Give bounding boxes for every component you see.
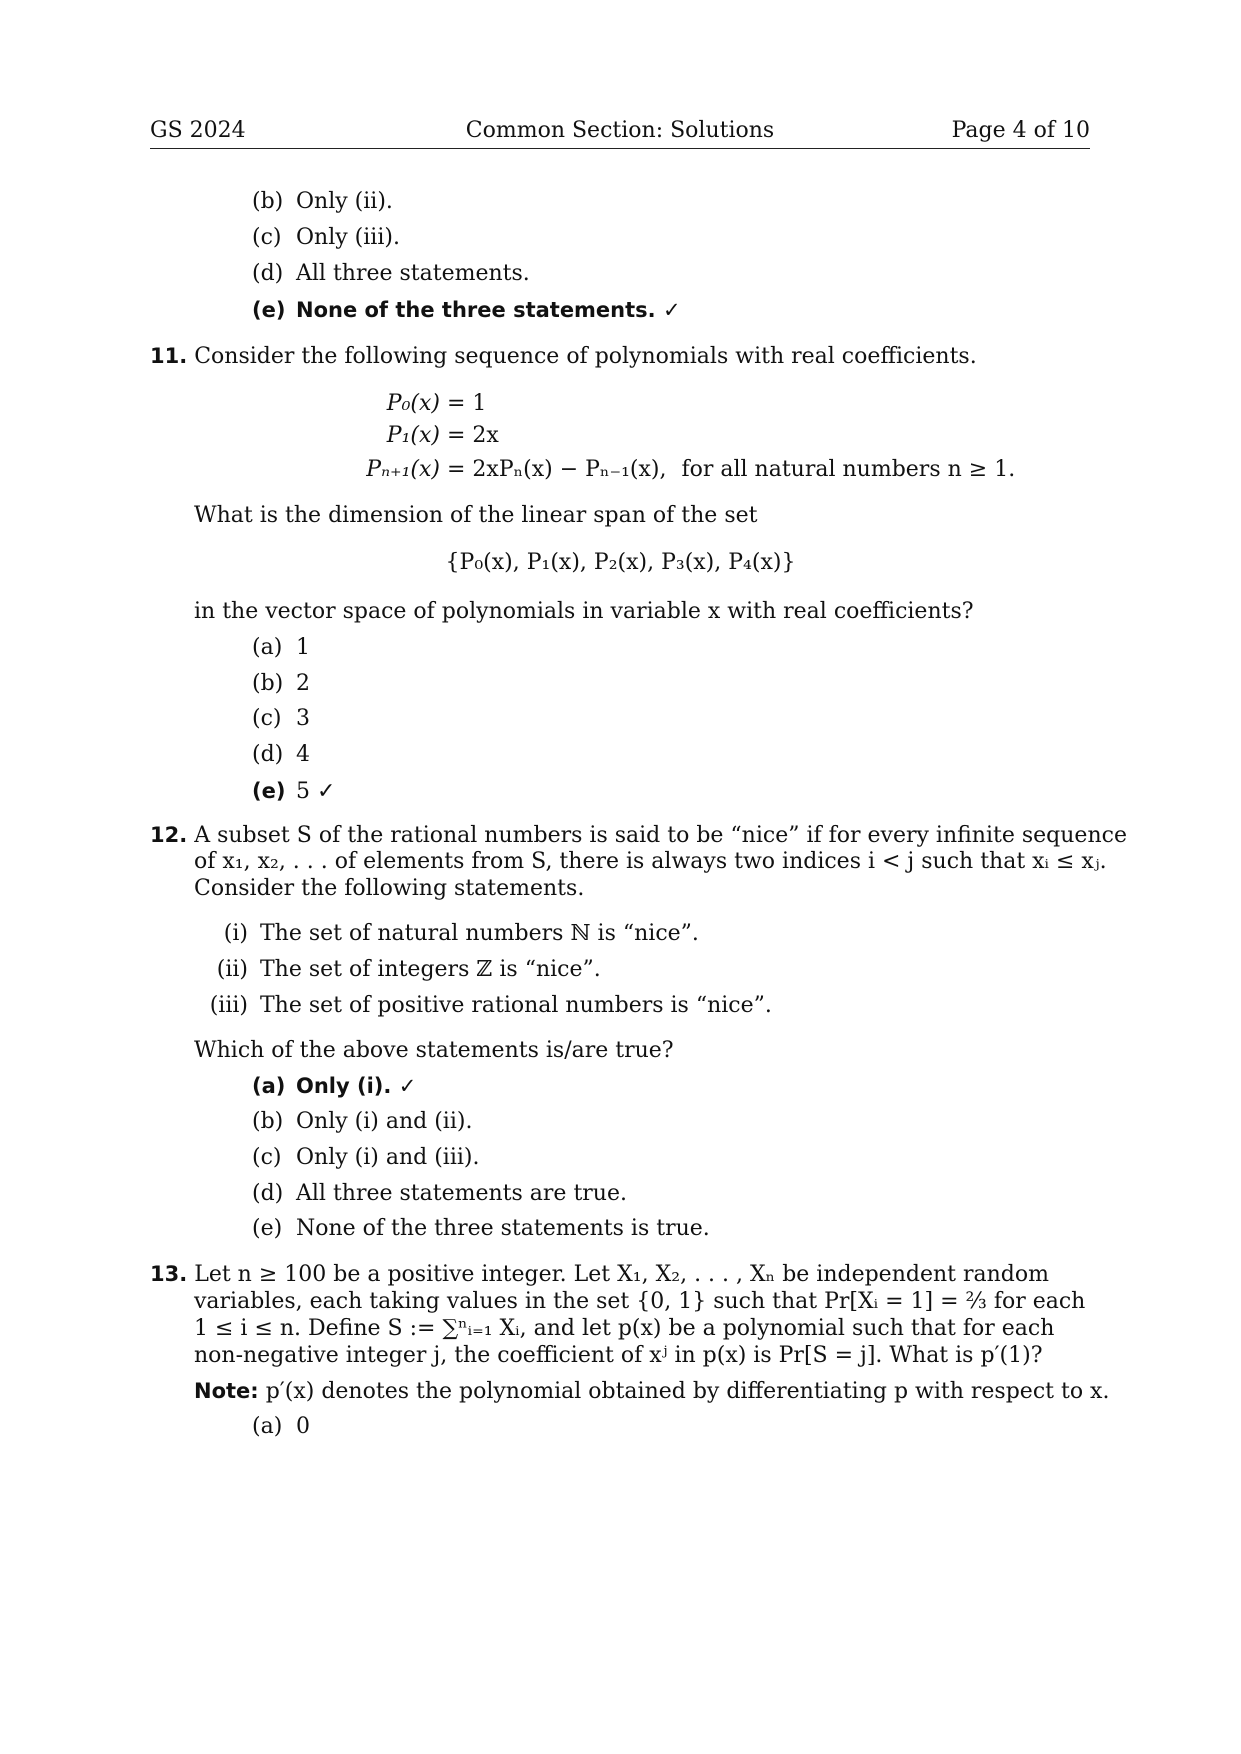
header-page-number: Page 4 of 10 [951,118,1090,143]
q11-question: What is the dimension of the linear span of the set [194,503,758,528]
note-label: Note: [194,1379,259,1403]
q12-option-d: (d) All three statements are true. [252,1181,627,1206]
header-rule [150,148,1090,149]
q12-statement-ii: (ii) The set of integers ℤ is “nice”. [216,957,601,982]
q13-line4: non-negative integer j, the coefficient of xʲ in p(x) is Pr[S = j]. What is p′(1)? [194,1343,1043,1368]
checkmark-icon: ✓ [317,779,336,804]
q12-option-e: (e) None of the three statements is true. [252,1216,710,1241]
prev-option-b: (b) Only (ii). [252,189,393,214]
page-header [150,118,1090,148]
q12-statement-i: (i) The set of natural numbers ℕ is “nice”. [223,921,699,946]
q12-number: 12. [150,823,188,847]
q12-line2: of x₁, x₂, . . . of elements from S, there is always two indices i < j such that xᵢ ≤ xⱼ. [194,849,1107,874]
q12-line3: Consider the following statements. [194,876,585,901]
q11-option-d: (d) 4 [252,742,310,767]
q13-number: 13. [150,1262,188,1286]
header-title: Common Section: Solutions [465,118,775,143]
q11-option-b: (b) 2 [252,671,310,696]
prev-option-e-correct: (e) None of the three statements. ✓ [252,298,681,322]
q13-option-a: (a) 0 [252,1414,310,1439]
q11-eq3: Pₙ₊₁(x) = 2xPₙ(x) − Pₙ₋₁(x), for all natural numbers n ≥ 1. [366,457,1016,482]
checkmark-icon: ✓ [398,1074,417,1098]
header-exam: GS 2024 [150,118,246,143]
q11-question-end: in the vector space of polynomials in variable x with real coefficients? [194,599,974,624]
q12-option-a-correct: (a) Only (i). ✓ [252,1074,417,1098]
q11-eq2: P₁(x) = 2x [386,423,499,448]
checkmark-icon: ✓ [662,298,681,322]
q11-option-a: (a) 1 [252,635,310,660]
q12-statement-iii: (iii) The set of positive rational numbers is “nice”. [209,993,772,1018]
q11-number: 11. [150,344,188,368]
q13-line1: 13. Let n ≥ 100 be a positive integer. Let X₁, X₂, . . . , Xₙ be independent random [150,1262,1049,1287]
prev-option-c: (c) Only (iii). [252,225,400,250]
q11-option-e-correct: (e) 5 ✓ [252,779,336,804]
q13-line3: 1 ≤ i ≤ n. Define S := ∑ⁿᵢ₌₁ Xᵢ, and let p(x) be a polynomial such that for each [194,1316,1055,1341]
q11-option-c: (c) 3 [252,706,310,731]
q12-question: Which of the above statements is/are true? [194,1038,674,1063]
q12-line1: 12. A subset S of the rational numbers is said to be “nice” if for every infinite sequence [150,823,1127,848]
q11-eq1: P₀(x) = 1 [386,391,487,416]
prev-option-d: (d) All three statements. [252,261,530,286]
q12-option-b: (b) Only (i) and (ii). [252,1109,473,1134]
q11-set: {P₀(x), P₁(x), P₂(x), P₃(x), P₄(x)} [445,550,796,575]
q11-intro: 11. Consider the following sequence of polynomials with real coefficients. [150,344,977,369]
q13-line2: variables, each taking values in the set {0, 1} such that Pr[Xᵢ = 1] = ⅔ for each [194,1289,1086,1314]
q12-option-c: (c) Only (i) and (iii). [252,1145,480,1170]
q13-note: Note: p′(x) denotes the polynomial obtained by differentiating p with respect to x. [194,1379,1110,1404]
